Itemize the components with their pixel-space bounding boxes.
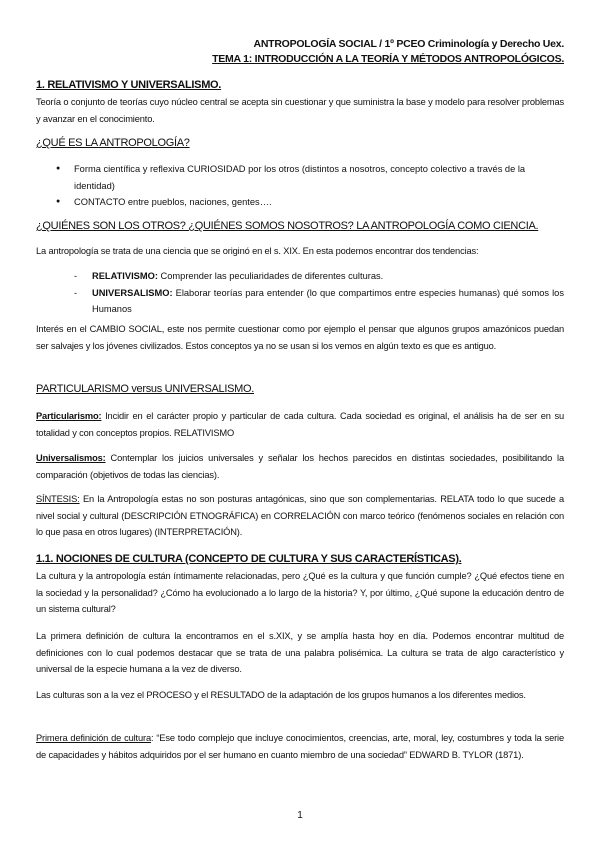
paragraph-text: En la Antropología estas no son posturas antagónicas, sino que son complementarias. RELATA todo lo que sucede a nivel social y cultural (DESCRIPCIÓN ETNOGRÁFICA) en CORRELACIÓN con marco teórico (fenómenos sociales en relación con lo que pasa en otros lugares) (INTERPRETACIÓN). (36, 494, 564, 537)
term-text: Comprender las peculiaridades de diferentes culturas. (157, 271, 384, 281)
section-title-relativismo: 1. RELATIVISMO Y UNIVERSALISMO. (36, 79, 222, 91)
paragraph-text: Incidir en el carácter propio y particular de cada cultura. Cada sociedad es original, el análisis ha de ser en su totalidad y con conceptos propios. RELATIVISMO (36, 411, 564, 438)
dash-list-tendencias (72, 268, 564, 318)
section-title-quienes: ¿QUIÉNES SON LOS OTROS? ¿QUIÉNES SOMOS NOSOTROS? LA ANTROPOLOGÍA COMO CIENCIA. (36, 220, 539, 232)
header-course: ANTROPOLOGÍA SOCIAL / 1º PCEO Criminología y Derecho Uex. (253, 38, 564, 50)
term-text: Elaborar teorías para entender (lo que compartimos entre especies humanas) qué somos los Humanos (92, 287, 564, 314)
paragraph-particularismo (36, 408, 564, 441)
list-item (72, 285, 564, 318)
page-number: 1 (297, 810, 303, 821)
paragraph-proceso-resultado: Las culturas son a la vez el PROCESO y el RESULTADO de la adaptación de los grupos humanos a los diferentes medios. (36, 690, 526, 700)
paragraph-cambio-social: Interés en el CAMBIO SOCIAL, este nos permite cuestionar como por ejemplo el pensar que algunos grupos amazónicos puedan ser salvajes y los jóvenes civilizados. Estos conceptos ya no se usan si los vemos en algún texto es que es antiguo. (36, 324, 564, 351)
bullet-list-que-es (56, 161, 564, 211)
list-item: ● Forma científica y reflexiva CURIOSIDAD por los otros (distintos a nosotros, concepto colectivo a través de la identidad) (56, 161, 564, 194)
paragraph-cultura-preguntas: La cultura y la antropología están íntimamente relacionadas, pero ¿Qué es la cultura y que función cumple? ¿Qué efectos tiene en la sociedad y la personalidad? ¿Cómo ha evolucionado a lo largo de la historia? Y, por último, ¿Qué supone la educación dentro de un sistema cultural? (36, 571, 564, 614)
term-particularismo: Particularismo: (36, 411, 102, 421)
term-universalismo: UNIVERSALISMO: (92, 287, 173, 298)
term-relativismo: RELATIVISMO: (92, 271, 158, 281)
term-universalismos: Universalismos: (36, 453, 106, 463)
section-title-particularismo: PARTICULARISMO versus UNIVERSALISMO. (36, 383, 255, 395)
paragraph-universalismos (36, 450, 564, 483)
term-primera-definicion: Primera definición de cultura (36, 733, 151, 743)
header-topic: TEMA 1: INTRODUCCIÓN A LA TEORÍA Y MÉTODOS ANTROPOLÓGICOS. (212, 53, 564, 65)
list-item (72, 268, 564, 285)
paragraph-sintesis (36, 491, 564, 541)
paragraph-primera-definicion: La primera definición de cultura la encontramos en el s.XIX, y se amplía hasta hoy en día. Podemos encontrar multitud de definiciones con lo cual podemos destacar que se trata de una palabra polisémica. La cultura se trata de algo característico y universal de la especie humana a la vez de diverso. (36, 631, 564, 674)
paragraph-definition: Teoría o conjunto de teorías cuyo núcleo central se acepta sin cuestionar y que suministra la base y modelo para resolver problemas y avanzar en el conocimiento. (36, 97, 564, 124)
paragraph-intro-tendencias: La antropología se trata de una ciencia que se originó en el s. XIX. En esta podemos encontrar dos tendencias: (36, 246, 479, 256)
section-title-nociones-cultura: 1.1. NOCIONES DE CULTURA (CONCEPTO DE CULTURA Y SUS CARACTERÍSTICAS). (36, 553, 462, 565)
paragraph-tylor (36, 730, 564, 763)
paragraph-text: : “Ese todo complejo que incluye conocimientos, creencias, arte, moral, ley, costumbres y toda la serie de capacidades y hábitos adquiridos por el ser humano en cuanto miembro de una sociedad” EDWARD B. TYLOR (1871). (36, 733, 564, 760)
paragraph-text: Contemplar los juicios universales y señalar los hechos parecidos en distintas sociedades, posibilitando la comparación (objetivos de todas las ciencias). (36, 453, 564, 480)
section-title-que-es: ¿QUÉ ES LA ANTROPOLOGÍA? (36, 137, 190, 149)
term-sintesis: SÍNTESIS: (36, 494, 80, 504)
list-item: ● CONTACTO entre pueblos, naciones, gentes…. (56, 194, 564, 211)
